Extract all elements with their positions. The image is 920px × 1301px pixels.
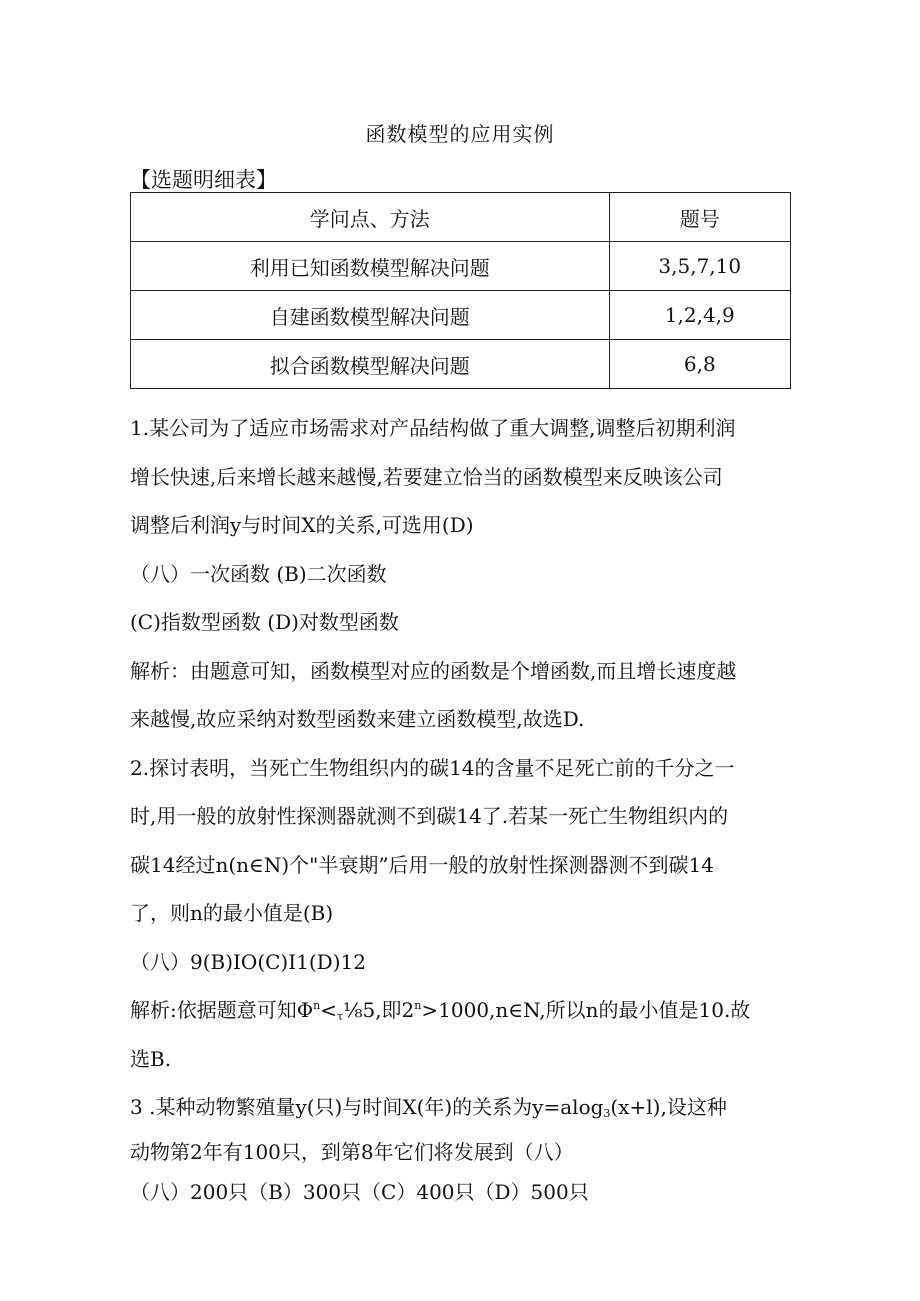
question-text: 2.探讨表明，当死亡生物组织内的碳14的含量不足死亡前的千分之一 <box>130 755 735 780</box>
solution-text: 来越慢,故应采纳对数型函数来建立函数模型,故选D. <box>130 707 585 731</box>
question-text <box>130 1083 800 1132</box>
question-fragment: (x+l),设这种 <box>610 1095 727 1119</box>
solution-text: 选B. <box>130 1046 172 1071</box>
question-text: 动物第2年有100只，到第8年它们将发展到（八） <box>130 1139 574 1164</box>
table-cell: 自建函数模型解决问题 <box>131 291 610 340</box>
section-label: 【选题明细表】 <box>130 168 277 192</box>
question-text: 增长快速,后来增长越来越慢,若要建立恰当的函数模型来反映该公司 <box>130 464 723 489</box>
superscript: n <box>313 999 321 1012</box>
column-header-number: 题号 <box>609 193 790 242</box>
table-row <box>131 340 791 389</box>
solution-fragment: >1000,n∈N,所以n的最小值是10.故 <box>421 998 751 1022</box>
table-row <box>131 242 791 291</box>
question-fragment: 3 .某种动物繁殖量y(只)与时间X(年)的关系为y=alog <box>130 1095 604 1119</box>
answer-options: （八）一次函数 (B)二次函数 <box>130 561 387 586</box>
document-body <box>130 404 800 1212</box>
solution-text <box>130 986 800 1035</box>
question-3 <box>130 1083 800 1212</box>
solution-fragment: < <box>320 998 337 1022</box>
question-text: 1.某公司为了适应市场需求对产品结构做了重大调整,调整后初期利润 <box>130 416 736 440</box>
table-cell: 利用已知函数模型解决问题 <box>131 242 610 291</box>
question-text: 了，则n的最小值是(B) <box>130 901 334 925</box>
table-cell: 拟合函数模型解决问题 <box>131 340 610 389</box>
table-cell: 6,8 <box>609 340 790 389</box>
question-2 <box>130 744 800 1084</box>
solution-text: 解析：由题意可知，函数模型对应的函数是个增函数,而且增长速度越 <box>130 658 737 683</box>
table-row <box>131 291 791 340</box>
solution-fragment: ⅛5,即2 <box>343 998 415 1022</box>
answer-options: （八）9(B)IO(C)I1(D)12 <box>130 949 366 974</box>
subscript: 3 <box>603 1107 611 1120</box>
solution-fragment: 解析:依据题意可知Φ <box>130 998 314 1022</box>
page-title: 函数模型的应用实例 <box>365 122 555 146</box>
question-text: 调整后利润y与时间X的关系,可选用(D) <box>130 513 474 537</box>
question-text: 时,用一般的放射性探测器就测不到碳14了.若某一死亡生物组织内的 <box>130 804 729 828</box>
table-header-row <box>131 193 791 242</box>
topic-table <box>130 192 791 389</box>
superscript: n <box>414 999 422 1012</box>
answer-options: (C)指数型函数 (D)对数型函数 <box>130 610 399 634</box>
table-cell: 1,2,4,9 <box>609 291 790 340</box>
table-cell: 3,5,7,10 <box>609 242 790 291</box>
question-text: 碳14经过n(n∈N)个"半衰期”后用一般的放射性探测器测不到碳14 <box>130 852 714 877</box>
answer-options: （八）200只（B）300只（C）400只（D）500只 <box>130 1179 589 1204</box>
column-header-topic: 学问点、方法 <box>131 193 610 242</box>
question-1 <box>130 404 800 744</box>
subscript: τ <box>337 1010 344 1023</box>
